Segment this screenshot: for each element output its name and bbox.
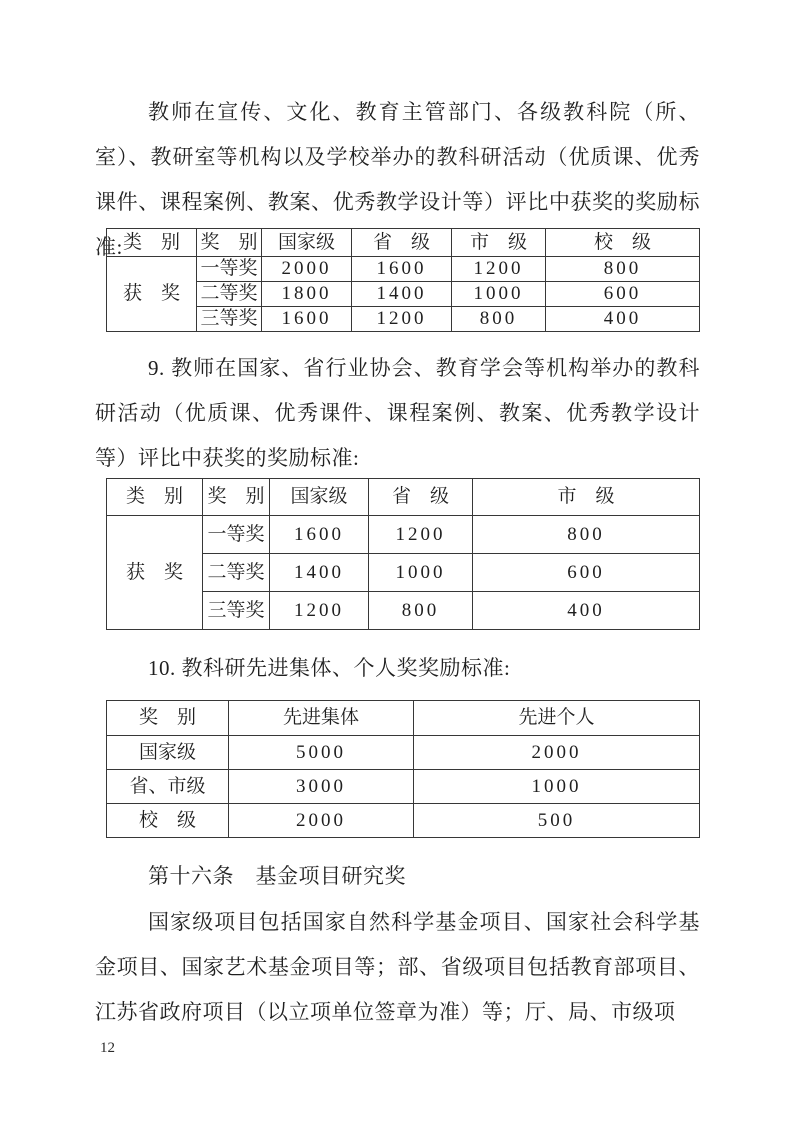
table-cell: 800 bbox=[546, 257, 700, 282]
table-cell: 800 bbox=[473, 516, 700, 554]
table-cell: 600 bbox=[473, 554, 700, 592]
table-cell: 校 级 bbox=[107, 804, 229, 838]
table-cell: 2000 bbox=[414, 736, 700, 770]
table-cell: 1600 bbox=[352, 257, 452, 282]
table-header-cell: 市 级 bbox=[452, 229, 546, 257]
page-number: 12 bbox=[100, 1040, 115, 1056]
table-cell: 2000 bbox=[262, 257, 352, 282]
table-header-row bbox=[107, 479, 700, 516]
heading-article-16: 第十六条 基金项目研究奖 bbox=[148, 864, 406, 888]
table-header-cell: 省 级 bbox=[369, 479, 473, 516]
paragraph-item-10: 10. 教科研先进集体、个人奖奖励标准: bbox=[148, 656, 511, 680]
table-header-cell: 奖 别 bbox=[203, 479, 270, 516]
table-cell: 一等奖 bbox=[203, 516, 270, 554]
paragraph-award-intro: 教师在宣传、文化、教育主管部门、各级教科院（所、室）、教研室等机构以及学校举办的教科研活动（优质课、优秀课件、课程案例、教案、优秀教学设计等）评比中获奖的奖励标准: bbox=[95, 100, 700, 259]
table-cell: 500 bbox=[414, 804, 700, 838]
table-header-cell: 校 级 bbox=[546, 229, 700, 257]
table-cell: 1000 bbox=[414, 770, 700, 804]
row-group-cell: 获 奖 bbox=[107, 257, 197, 332]
table-cell: 1200 bbox=[369, 516, 473, 554]
award-table-department bbox=[106, 228, 700, 332]
table-cell: 1800 bbox=[262, 282, 352, 307]
table-header-cell: 奖 别 bbox=[107, 701, 229, 736]
table-cell: 600 bbox=[546, 282, 700, 307]
table-header-cell: 国家级 bbox=[270, 479, 369, 516]
table-cell: 三等奖 bbox=[197, 307, 262, 332]
table-header-cell: 类 别 bbox=[107, 229, 197, 257]
table-cell: 3000 bbox=[229, 770, 414, 804]
table-cell: 1400 bbox=[352, 282, 452, 307]
table-header-cell: 先进集体 bbox=[229, 701, 414, 736]
table-cell: 1400 bbox=[270, 554, 369, 592]
table-header-row bbox=[107, 229, 700, 257]
row-group-cell: 获 奖 bbox=[107, 516, 203, 630]
table-cell: 国家级 bbox=[107, 736, 229, 770]
table-cell: 800 bbox=[452, 307, 546, 332]
table-header-cell: 类 别 bbox=[107, 479, 203, 516]
table-cell: 400 bbox=[546, 307, 700, 332]
table-cell: 省、市级 bbox=[107, 770, 229, 804]
table-row bbox=[107, 257, 700, 282]
table-cell: 400 bbox=[473, 592, 700, 630]
table-cell: 一等奖 bbox=[197, 257, 262, 282]
table-cell: 二等奖 bbox=[203, 554, 270, 592]
table-row bbox=[107, 516, 700, 554]
table-cell: 1000 bbox=[452, 282, 546, 307]
table-header-row bbox=[107, 701, 700, 736]
table-cell: 800 bbox=[369, 592, 473, 630]
table-cell: 1600 bbox=[262, 307, 352, 332]
table-header-cell: 先进个人 bbox=[414, 701, 700, 736]
table-header-cell: 省 级 bbox=[352, 229, 452, 257]
table-cell: 1200 bbox=[270, 592, 369, 630]
table-cell: 1200 bbox=[352, 307, 452, 332]
award-table-association bbox=[106, 478, 700, 630]
table-header-cell: 奖 别 bbox=[197, 229, 262, 257]
table-cell: 5000 bbox=[229, 736, 414, 770]
table-row bbox=[107, 804, 700, 838]
table-cell: 三等奖 bbox=[203, 592, 270, 630]
paragraph-fund-projects: 国家级项目包括国家自然科学基金项目、国家社会科学基金项目、国家艺术基金项目等；部、省级项目包括教育部项目、江苏省政府项目（以立项单位签章为准）等；厅、局、市级项 bbox=[95, 910, 700, 1024]
table-cell: 1000 bbox=[369, 554, 473, 592]
table-header-cell: 国家级 bbox=[262, 229, 352, 257]
table-cell: 1200 bbox=[452, 257, 546, 282]
table-header-cell: 市 级 bbox=[473, 479, 700, 516]
table-row bbox=[107, 770, 700, 804]
table-row bbox=[107, 736, 700, 770]
award-table-advanced bbox=[106, 700, 700, 838]
table-cell: 二等奖 bbox=[197, 282, 262, 307]
paragraph-item-9: 9. 教师在国家、省行业协会、教育学会等机构举办的教科研活动（优质课、优秀课件、课程案例、教案、优秀教学设计等）评比中获奖的奖励标准: bbox=[95, 356, 700, 470]
table-cell: 2000 bbox=[229, 804, 414, 838]
table-cell: 1600 bbox=[270, 516, 369, 554]
